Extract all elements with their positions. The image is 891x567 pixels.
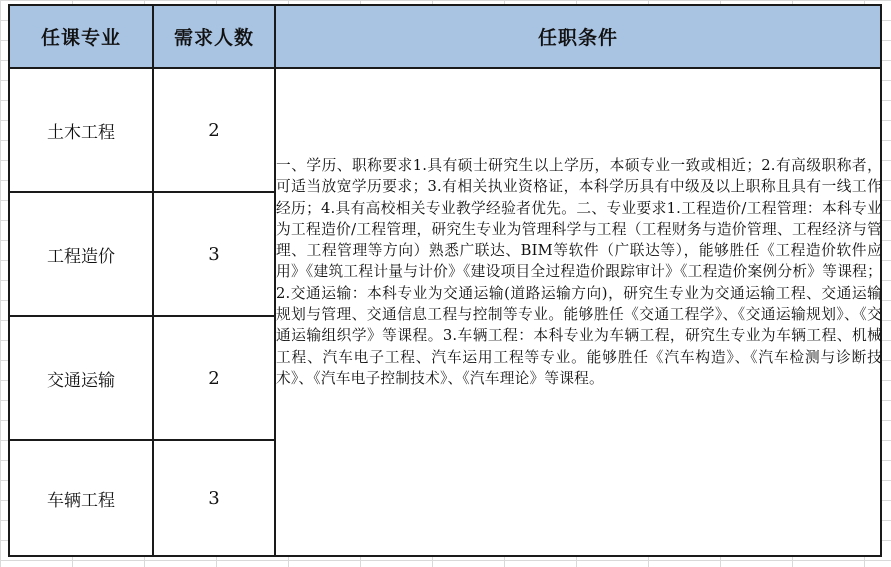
recruitment-table (8, 4, 882, 557)
cell-count-cost[interactable]: 3 (208, 243, 220, 265)
header-requirements[interactable]: 任职条件 (537, 27, 618, 49)
cell-major-civil[interactable]: 土木工程 (47, 122, 115, 143)
cell-major-transport[interactable]: 交通运输 (47, 370, 115, 391)
header-count[interactable]: 需求人数 (173, 27, 254, 49)
cell-count-civil[interactable]: 2 (208, 119, 220, 141)
table-header (10, 6, 880, 69)
header-major[interactable]: 任课专业 (40, 27, 121, 49)
cell-count-vehicle[interactable]: 3 (208, 487, 220, 509)
cell-count-transport[interactable]: 2 (208, 367, 220, 389)
cell-requirements[interactable]: 一、学历、职称要求1.具有硕士研究生以上学历，本硕专业一致或相近；2.有高级职称者，可适当放宽学历要求；3.有相关执业资格证，本科学历具有中级及以上职称且具有一线工作经历；4.具有高校相关专业教学经验者优先。二、专业要求1.工程造价/工程管理：本科专业为工程造价/工程管理，研究生专业为管理科学与工程（工程财务与造价管理、工程经济与管理、工程管理等方向）熟悉广联达、BIM等软件（广联达等），能够胜任《工程造价软件应用》《建筑工程计量与计价》《建设项目全过程造价跟踪审计》《工程造价案例分析》等课程；2.交通运输：本科专业为交通运输(道路运输方向)，研究生专业为交通运输工程、交通运输规划与管理、交通信息工程与控制等专业。能够胜任《交通工程学》、《交通运输规划》、《交通运输组织学》等课程。3.车辆工程：本科专业为车辆工程，研究生专业为车辆工程、机械工程、汽车电子工程、汽车运用工程等专业。能够胜任《汽车构造》、《汽车检测与诊断技术》、《汽车电子控制技术》、《汽车理论》等课程。 (276, 157, 882, 387)
cell-major-cost[interactable]: 工程造价 (47, 246, 115, 267)
cell-major-vehicle[interactable]: 车辆工程 (47, 490, 115, 511)
